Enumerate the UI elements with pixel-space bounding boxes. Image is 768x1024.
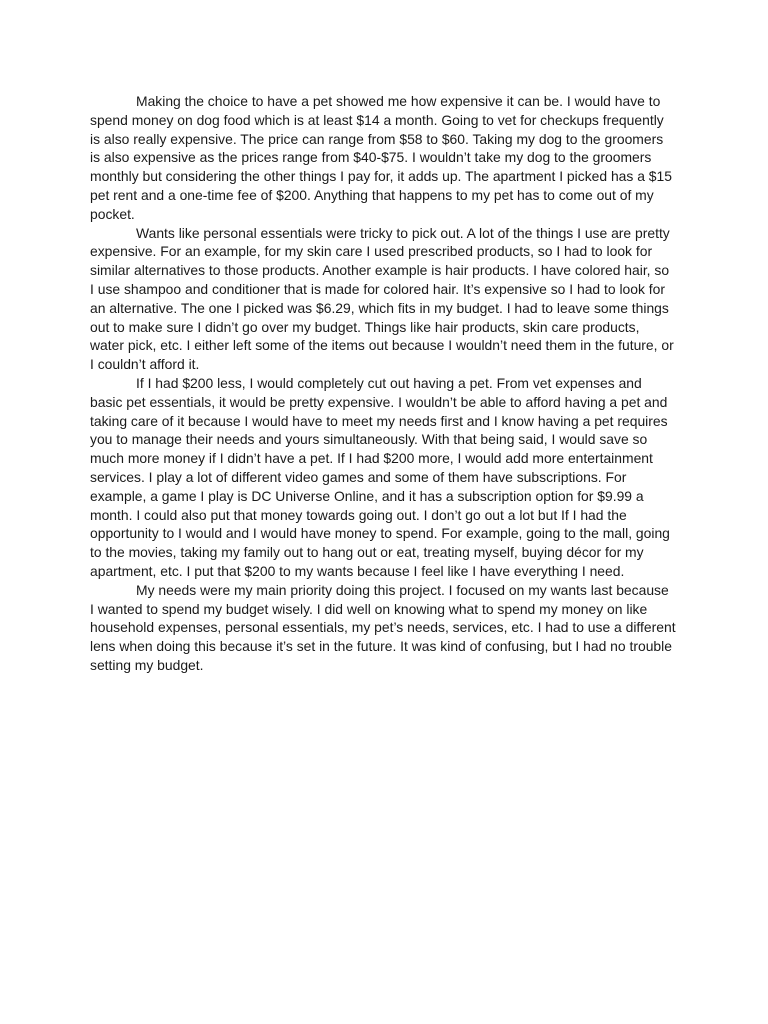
paragraph-conclusion: My needs were my main priority doing this project. I focused on my wants last because I wanted to spend my budget wisely. I did well on knowing what to spend my money on like household expenses, personal essentials, my pet’s needs, services, etc. I had to use a different lens when doing this because it’s set in the future. It was kind of confusing, but I had no trouble setting my budget.	[90, 581, 676, 673]
paragraph-pet-expenses: Making the choice to have a pet showed me how expensive it can be. I would have to spend money on dog food which is at least $14 a month. Going to vet for checkups frequently is also really expensive. The price can range from $58 to $60. Taking my dog to the groomers is also expensive as the prices range from $40-$75. I wouldn’t take my dog to the groomers monthly but considering the other things I pay for, it adds up. The apartment I picked has a $15 pet rent and a one-time fee of $200. Anything that happens to my pet has to come out of my pocket.	[90, 93, 672, 222]
paragraph-personal-essentials: Wants like personal essentials were tricky to pick out. A lot of the things I use are pretty expensive. For an example, for my skin care I used prescribed products, so I had to look for similar alternatives to those products. Another example is hair products. I have colored hair, so I use shampoo and conditioner that is made for colored hair. It’s expensive so I had to look for an alternative. The one I picked was $6.29, which fits in my budget. I had to leave some things out to make sure I didn’t go over my budget. Things like hair products, skin care products, water pick, etc. I either left some of the items out because I wouldn’t need them in the future, or I couldn’t afford it.	[90, 224, 674, 373]
document-body	[90, 92, 676, 675]
paragraph-budget-changes: If I had $200 less, I would completely cut out having a pet. From vet expenses and basic pet essentials, it would be pretty expensive. I wouldn’t be able to afford having a pet and taking care of it because I would have to meet my needs first and I know having a pet requires you to manage their needs and yours simultaneously. With that being said, I would save so much more money if I didn’t have a pet. If I had $200 more, I would add more entertainment services. I play a lot of different video games and some of them have subscriptions. For example, a game I play is DC Universe Online, and it has a subscription option for $9.99 a month. I could also put that money towards going out. I don’t go out a lot but If I had the opportunity to I would and I would have money to spend. For example, going to the mall, going to the movies, taking my family out to hang out or eat, treating myself, buying décor for my apartment, etc. I put that $200 to my wants because I feel like I have everything I need.	[90, 374, 670, 579]
